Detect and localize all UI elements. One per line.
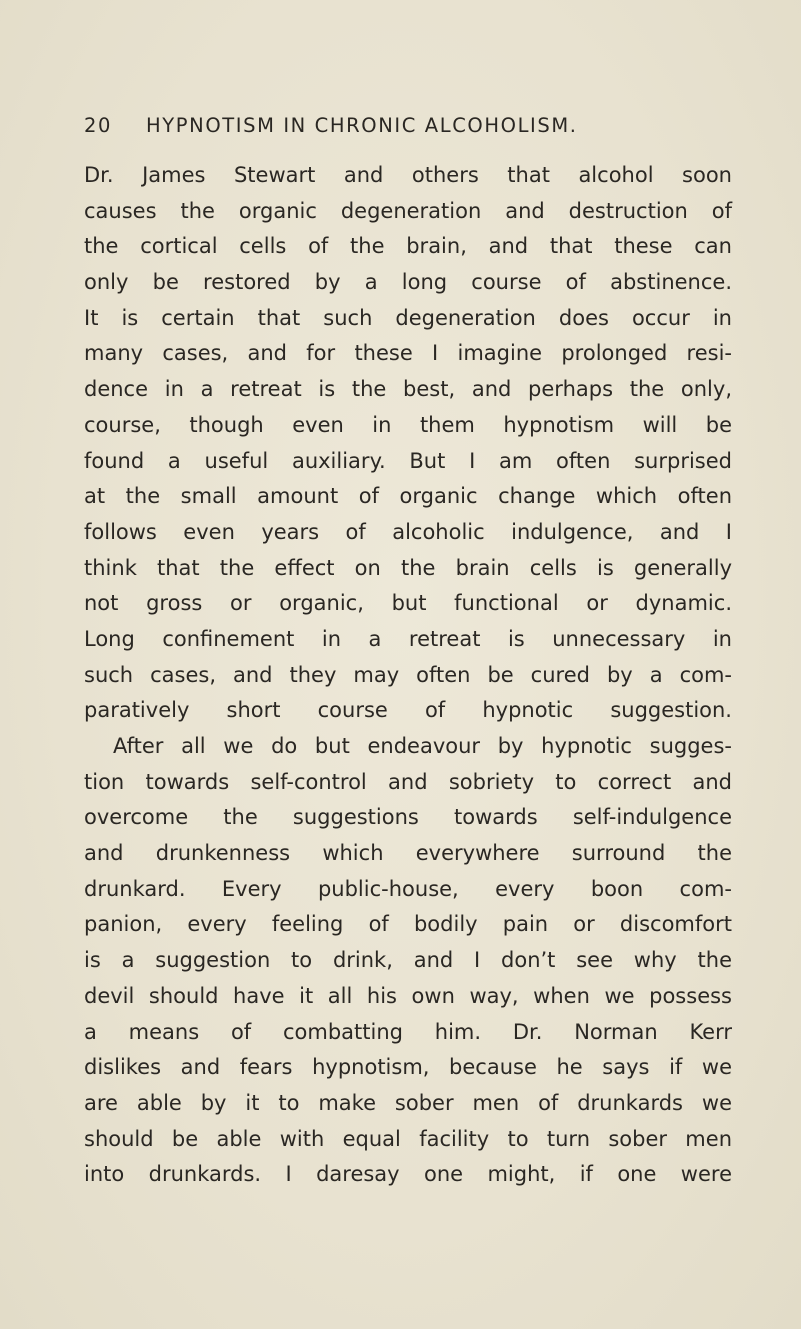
text-line: a means of combatting him. Dr. Norman Kerr [84,1019,732,1044]
text-line: tion towards self-control and sobriety to correct and [84,769,732,794]
text-line: the cortical cells of the brain, and that these can [84,234,732,259]
text-line: at the small amount of organic change which often [84,484,732,509]
text-line: and drunkenness which everywhere surround the [84,841,732,866]
text-line: course, though even in them hypnotism will be [84,412,732,437]
text-line: drunkard. Every public-housе, every boon com- [84,876,732,901]
text-line: into drunkards. I daresay one might, if one were [84,1162,732,1187]
text-line: many cases, and for these I imagine prolonged resi- [84,341,732,366]
text-line: is a suggestion to drink, and I don’t see why the [84,948,732,973]
text-line: dislikes and fears hypnotism, because he says if we [84,1055,732,1080]
page-number: 20 [84,114,113,137]
running-title: HYPNOTISM IN CHRONIC ALCOHOLISM. [146,114,578,137]
text-line: paratively short course of hypnotic suggestion. [84,698,732,723]
text-line: only be restored by a long course of abstinence. [84,270,732,295]
text-line: devil should have it all his own way, when we possess [84,983,732,1008]
body-text [84,158,732,1193]
text-line: causes the organic degeneration and destruction of [84,198,732,223]
text-line: such cases, and they may often be cured by a com- [84,662,732,687]
text-line: It is certain that such degeneration does occur in [84,305,732,330]
text-line: found a useful auxiliary. But I am often surprised [84,448,732,473]
paragraph-start-line: After all we do but endeavour by hypnotic sugges- [113,734,732,758]
text-line: Long confinement in a retreat is unnecessary in [84,626,732,651]
text-line: follows even years of alcoholic indulgence, and I [84,519,732,544]
text-line: think that the effect on the brain cells is generally [84,555,732,580]
text-line: should be able with equal facility to turn sober men [84,1126,732,1151]
text-line: overcome the suggestions towards self-indulgence [84,805,732,830]
running-head [84,112,724,140]
text-line: not gross or organic, but functional or dynamic. [84,591,732,616]
text-line: Dr. James Stewart and others that alcohol soon [84,163,732,187]
text-line: are able by it to make sober men of drunkards we [84,1090,732,1115]
text-line: panion, every feeling of bodily pain or discomfort [84,912,732,937]
text-line: dence in a retreat is the best, and perhaps the only, [84,377,732,402]
